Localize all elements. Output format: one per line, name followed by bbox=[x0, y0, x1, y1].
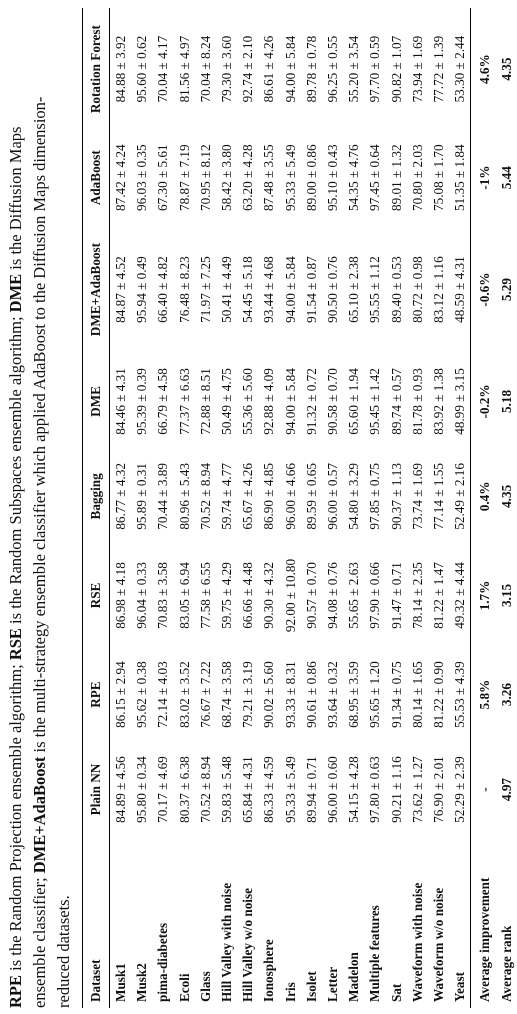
accuracy-cell: 90.37 ± 1.13 bbox=[388, 463, 404, 530]
accuracy-cell: 70.52 ± 8.94 bbox=[197, 756, 213, 823]
accuracy-cell: 53.30 ± 2.44 bbox=[449, 8, 471, 130]
caption-segment: is the Random Projection ensemble algorithm; bbox=[6, 660, 25, 975]
caption-segment: DME bbox=[6, 273, 25, 313]
accuracy-cell: 70.95 ± 8.12 bbox=[197, 144, 213, 211]
table-row bbox=[131, 8, 152, 1008]
accuracy-cell: 84.89 ± 4.56 bbox=[113, 756, 128, 823]
accuracy-cell: 55.36 ± 5.60 bbox=[240, 368, 256, 435]
dataset-name-cell: Iris bbox=[282, 982, 298, 1002]
accuracy-cell: 89.40 ± 0.53 bbox=[388, 256, 404, 323]
column-header: Bagging bbox=[83, 449, 110, 544]
dataset-name-cell: Letter bbox=[325, 966, 341, 1002]
accuracy-cell: 73.62 ± 1.27 bbox=[409, 756, 425, 823]
accuracy-cell: 79.30 ± 3.60 bbox=[219, 35, 235, 103]
caption-segment: is the multi-strategy ensemble classifier which applied AdaBoost to the Diffusion Maps dimension- bbox=[30, 96, 49, 757]
accuracy-cell: 95.39 ± 0.39 bbox=[134, 368, 150, 435]
dataset-name-cell: Sat bbox=[388, 983, 404, 1002]
accuracy-cell: 84.87 ± 4.52 bbox=[113, 256, 128, 323]
accuracy-cell: 70.52 ± 8.94 bbox=[197, 463, 213, 530]
accuracy-cell: 84.88 ± 3.92 bbox=[113, 35, 128, 103]
summary-value-cell: -1% bbox=[476, 165, 492, 190]
accuracy-cell: 80.72 ± 0.98 bbox=[409, 256, 425, 323]
column-header: AdaBoost bbox=[83, 130, 110, 225]
dataset-name-cell: pima-diabetes bbox=[155, 922, 171, 1002]
accuracy-cell: 95.45 ± 1.42 bbox=[367, 368, 383, 435]
accuracy-cell: 65.84 ± 4.31 bbox=[240, 756, 256, 823]
accuracy-cell: 95.55 ± 1.12 bbox=[367, 256, 383, 323]
accuracy-cell: 75.08 ± 1.70 bbox=[431, 144, 447, 211]
summary-value-cell: 4.35 bbox=[498, 484, 514, 508]
table-header bbox=[83, 8, 110, 1008]
caption-segment: ensemble classifier; bbox=[30, 873, 49, 1008]
table-row bbox=[343, 8, 364, 1008]
accuracy-cell: 95.33 ± 5.49 bbox=[282, 144, 298, 211]
table-row bbox=[110, 8, 132, 1008]
accuracy-cell: 89.94 ± 0.71 bbox=[303, 756, 319, 823]
accuracy-cell: 80.14 ± 1.65 bbox=[409, 661, 425, 728]
header-row bbox=[83, 8, 110, 1008]
accuracy-cell: 81.78 ± 0.93 bbox=[409, 368, 425, 435]
caption-segment: is the Random Subspaces ensemble algorithm; bbox=[6, 312, 25, 629]
accuracy-cell: 90.57 ± 0.70 bbox=[303, 562, 319, 629]
accuracy-cell: 81.56 ± 4.97 bbox=[176, 35, 192, 103]
column-header: DME+AdaBoost bbox=[83, 225, 110, 354]
accuracy-cell: 91.34 ± 0.75 bbox=[388, 661, 404, 728]
accuracy-cell: 90.82 ± 1.07 bbox=[388, 35, 404, 103]
accuracy-cell: 63.20 ± 4.28 bbox=[240, 144, 256, 211]
summary-row bbox=[495, 8, 517, 1008]
accuracy-cell: 50.49 ± 4.75 bbox=[219, 368, 235, 435]
accuracy-cell: 94.00 ± 5.84 bbox=[282, 256, 298, 323]
accuracy-cell: 97.85 ± 0.75 bbox=[367, 463, 383, 530]
accuracy-cell: 94.00 ± 5.84 bbox=[282, 35, 298, 103]
accuracy-cell: 83.05 ± 6.94 bbox=[176, 562, 192, 629]
accuracy-cell: 97.70 ± 0.59 bbox=[367, 35, 383, 103]
accuracy-cell: 83.02 ± 3.52 bbox=[176, 661, 192, 728]
accuracy-cell: 83.92 ± 1.38 bbox=[431, 368, 447, 435]
table-row bbox=[428, 8, 449, 1008]
dataset-name-cell: Waveform with noise bbox=[409, 882, 425, 1002]
column-header: RPE bbox=[83, 647, 110, 742]
summary-value-cell: 4.97 bbox=[498, 777, 514, 802]
summary-value-cell: 3.15 bbox=[498, 583, 514, 608]
summary-value-cell: 0.4% bbox=[476, 481, 492, 512]
column-header: DME bbox=[83, 354, 110, 449]
table-row bbox=[407, 8, 428, 1008]
accuracy-cell: 77.58 ± 6.55 bbox=[197, 562, 213, 629]
accuracy-cell: 70.44 ± 3.89 bbox=[155, 463, 171, 530]
accuracy-cell: 49.32 ± 4.44 bbox=[449, 544, 471, 647]
accuracy-cell: 83.12 ± 1.16 bbox=[431, 256, 447, 323]
caption-segment: is the Diffusion Maps bbox=[6, 126, 25, 274]
accuracy-cell: 92.88 ± 4.09 bbox=[261, 368, 277, 435]
dataset-name-cell: Hill Valley w/o noise bbox=[240, 888, 256, 1002]
accuracy-cell: 70.83 ± 3.58 bbox=[155, 562, 171, 629]
accuracy-cell: 76.48 ± 8.23 bbox=[176, 256, 192, 323]
dataset-name-cell: Ionosphere bbox=[261, 939, 277, 1002]
summary-label-cell: Average improvement bbox=[476, 877, 492, 1002]
accuracy-cell: 95.89 ± 0.31 bbox=[134, 463, 150, 530]
accuracy-cell: 55.20 ± 3.54 bbox=[346, 35, 362, 103]
dataset-name-cell: Musk1 bbox=[113, 963, 128, 1002]
summary-value-cell: 4.6% bbox=[476, 54, 492, 84]
accuracy-cell: 90.02 ± 5.60 bbox=[261, 661, 277, 728]
table-row bbox=[449, 8, 471, 1008]
accuracy-cell: 72.14 ± 4.03 bbox=[155, 661, 171, 728]
accuracy-cell: 77.14 ± 1.55 bbox=[431, 463, 447, 530]
accuracy-cell: 84.46 ± 4.31 bbox=[113, 368, 128, 435]
accuracy-cell: 90.50 ± 0.76 bbox=[325, 256, 341, 323]
accuracy-cell: 59.83 ± 5.48 bbox=[219, 756, 235, 823]
summary-value-cell: -0.6% bbox=[476, 272, 492, 307]
accuracy-cell: 86.61 ± 4.26 bbox=[261, 35, 277, 103]
accuracy-cell: 86.98 ± 4.18 bbox=[113, 562, 128, 629]
accuracy-cell: 89.00 ± 0.86 bbox=[303, 144, 319, 211]
accuracy-cell: 52.49 ± 2.16 bbox=[449, 449, 471, 544]
accuracy-cell: 90.58 ± 0.70 bbox=[325, 368, 341, 435]
accuracy-cell: 80.37 ± 6.38 bbox=[176, 756, 192, 823]
accuracy-cell: 97.45 ± 0.64 bbox=[367, 144, 383, 211]
dataset-name-cell: Hill Valley with noise bbox=[219, 882, 235, 1002]
dataset-name-cell: Glass bbox=[197, 971, 213, 1002]
table-row bbox=[152, 8, 173, 1008]
accuracy-cell: 86.90 ± 4.85 bbox=[261, 463, 277, 530]
summary-value-cell: 3.26 bbox=[498, 683, 514, 707]
accuracy-cell: 59.75 ± 4.29 bbox=[219, 562, 235, 629]
accuracy-cell: 96.04 ± 0.33 bbox=[134, 562, 150, 629]
summary-value-cell: 5.18 bbox=[498, 389, 514, 413]
table-row bbox=[364, 8, 385, 1008]
accuracy-cell: 54.80 ± 3.29 bbox=[346, 463, 362, 530]
accuracy-cell: 79.21 ± 3.19 bbox=[240, 661, 256, 728]
accuracy-cell: 90.21 ± 1.16 bbox=[388, 756, 404, 823]
accuracy-cell: 86.33 ± 4.59 bbox=[261, 756, 277, 823]
table-body bbox=[110, 8, 471, 1008]
accuracy-cell: 76.90 ± 2.01 bbox=[431, 756, 447, 823]
accuracy-cell: 55.65 ± 2.63 bbox=[346, 562, 362, 629]
summary-value-cell: 4.35 bbox=[498, 57, 514, 81]
dataset-name-cell: Ecoli bbox=[176, 973, 192, 1002]
table-row bbox=[237, 8, 258, 1008]
accuracy-cell: 89.78 ± 0.78 bbox=[303, 35, 319, 103]
summary-value-cell: -0.2% bbox=[476, 384, 492, 419]
accuracy-cell: 95.80 ± 0.34 bbox=[134, 756, 150, 823]
table-caption bbox=[4, 8, 76, 1008]
accuracy-cell: 54.15 ± 4.28 bbox=[346, 756, 362, 823]
accuracy-cell: 96.03 ± 0.35 bbox=[134, 144, 150, 211]
dataset-name-cell: Waveform w/o noise bbox=[431, 887, 447, 1002]
accuracy-cell: 90.30 ± 4.32 bbox=[261, 562, 277, 629]
summary-value-cell: 1.7% bbox=[476, 580, 492, 611]
caption-segment: RSE bbox=[6, 628, 25, 661]
accuracy-cell: 59.74 ± 4.77 bbox=[219, 463, 235, 530]
summary-label-cell: Average rank bbox=[498, 925, 514, 1002]
accuracy-cell: 78.87 ± 7.19 bbox=[176, 144, 192, 211]
accuracy-cell: 48.99 ± 3.15 bbox=[449, 354, 471, 449]
caption-segment: RPE bbox=[6, 975, 25, 1008]
accuracy-cell: 95.94 ± 0.49 bbox=[134, 256, 150, 323]
accuracy-cell: 95.33 ± 5.49 bbox=[282, 756, 298, 823]
accuracy-cell: 96.00 ± 0.60 bbox=[325, 756, 341, 823]
accuracy-cell: 54.35 ± 4.76 bbox=[346, 144, 362, 211]
accuracy-cell: 51.35 ± 1.84 bbox=[449, 130, 471, 225]
dataset-name-cell: Multiple features bbox=[367, 905, 383, 1002]
summary-value-cell: 5.44 bbox=[498, 166, 514, 190]
accuracy-cell: 48.59 ± 4.31 bbox=[449, 225, 471, 354]
accuracy-cell: 90.61 ± 0.86 bbox=[303, 661, 319, 728]
accuracy-cell: 55.53 ± 4.39 bbox=[449, 647, 471, 742]
accuracy-cell: 93.64 ± 0.32 bbox=[325, 661, 341, 728]
column-header: RSE bbox=[83, 544, 110, 647]
accuracy-cell: 95.10 ± 0.43 bbox=[325, 144, 341, 211]
accuracy-cell: 96.00 ± 4.66 bbox=[282, 463, 298, 530]
accuracy-cell: 89.74 ± 0.57 bbox=[388, 368, 404, 435]
accuracy-cell: 50.41 ± 4.49 bbox=[219, 256, 235, 323]
accuracy-cell: 92.74 ± 2.10 bbox=[240, 35, 256, 103]
results-table bbox=[82, 8, 517, 1008]
dataset-name-cell: Yeast bbox=[449, 837, 471, 1008]
accuracy-cell: 95.60 ± 0.62 bbox=[134, 35, 150, 103]
accuracy-cell: 66.66 ± 4.48 bbox=[240, 562, 256, 629]
accuracy-cell: 78.14 ± 2.35 bbox=[409, 562, 425, 629]
accuracy-cell: 94.00 ± 5.84 bbox=[282, 368, 298, 435]
accuracy-cell: 91.32 ± 0.72 bbox=[303, 368, 319, 435]
column-header-dataset: Dataset bbox=[83, 837, 110, 1008]
accuracy-cell: 52.29 ± 2.39 bbox=[449, 742, 471, 837]
table-row bbox=[386, 8, 407, 1008]
accuracy-cell: 65.60 ± 1.94 bbox=[346, 368, 362, 435]
accuracy-cell: 77.37 ± 6.63 bbox=[176, 368, 192, 435]
table-row bbox=[174, 8, 195, 1008]
accuracy-cell: 91.47 ± 0.71 bbox=[388, 562, 404, 629]
accuracy-cell: 76.67 ± 7.22 bbox=[197, 661, 213, 728]
accuracy-cell: 65.10 ± 2.38 bbox=[346, 256, 362, 323]
accuracy-cell: 87.48 ± 3.55 bbox=[261, 144, 277, 211]
accuracy-cell: 54.45 ± 5.18 bbox=[240, 256, 256, 323]
accuracy-cell: 77.72 ± 1.39 bbox=[431, 35, 447, 103]
accuracy-cell: 92.00 ± 10.80 bbox=[282, 558, 298, 633]
accuracy-cell: 72.88 ± 8.51 bbox=[197, 368, 213, 435]
accuracy-cell: 81.22 ± 0.90 bbox=[431, 661, 447, 728]
summary-value-cell: 5.29 bbox=[498, 278, 514, 302]
accuracy-cell: 70.80 ± 2.03 bbox=[409, 144, 425, 211]
accuracy-cell: 89.59 ± 0.65 bbox=[303, 463, 319, 530]
dataset-name-cell: Madelon bbox=[346, 952, 362, 1002]
table-row bbox=[301, 8, 322, 1008]
table-summary bbox=[471, 8, 517, 1008]
table-row bbox=[216, 8, 237, 1008]
table-row bbox=[322, 8, 343, 1008]
table-row bbox=[258, 8, 279, 1008]
accuracy-cell: 89.01 ± 1.32 bbox=[388, 144, 404, 211]
column-header: Plain NN bbox=[83, 742, 110, 837]
accuracy-cell: 93.44 ± 4.68 bbox=[261, 256, 277, 323]
accuracy-cell: 97.80 ± 0.63 bbox=[367, 756, 383, 823]
table-row bbox=[280, 8, 301, 1008]
column-header: Rotation Forest bbox=[83, 8, 110, 130]
accuracy-cell: 65.67 ± 4.26 bbox=[240, 463, 256, 530]
accuracy-cell: 96.25 ± 0.55 bbox=[325, 35, 341, 103]
accuracy-cell: 81.22 ± 1.47 bbox=[431, 562, 447, 629]
accuracy-cell: 73.94 ± 1.69 bbox=[409, 35, 425, 103]
accuracy-cell: 97.90 ± 0.66 bbox=[367, 562, 383, 629]
dataset-name-cell: Musk2 bbox=[134, 963, 150, 1002]
accuracy-cell: 68.95 ± 3.59 bbox=[346, 661, 362, 728]
accuracy-cell: 68.74 ± 3.58 bbox=[219, 661, 235, 728]
summary-row bbox=[471, 8, 496, 1008]
accuracy-cell: 70.17 ± 4.69 bbox=[155, 756, 171, 823]
accuracy-cell: 86.77 ± 4.32 bbox=[113, 463, 128, 530]
accuracy-cell: 91.54 ± 0.87 bbox=[303, 256, 319, 323]
dataset-name-cell: Isolet bbox=[303, 971, 319, 1002]
caption-segment: reduced datasets. bbox=[54, 895, 73, 1008]
accuracy-cell: 66.79 ± 4.58 bbox=[155, 368, 171, 435]
accuracy-cell: 96.00 ± 0.57 bbox=[325, 463, 341, 530]
accuracy-cell: 67.30 ± 5.61 bbox=[155, 144, 171, 211]
accuracy-cell: 66.40 ± 4.82 bbox=[155, 256, 171, 323]
accuracy-cell: 70.04 ± 8.24 bbox=[197, 35, 213, 103]
accuracy-cell: 94.08 ± 0.76 bbox=[325, 562, 341, 629]
accuracy-cell: 87.42 ± 4.24 bbox=[113, 144, 128, 211]
accuracy-cell: 58.42 ± 3.80 bbox=[219, 144, 235, 211]
summary-value-cell: - bbox=[476, 787, 492, 792]
accuracy-cell: 71.97 ± 7.25 bbox=[197, 256, 213, 323]
accuracy-cell: 73.74 ± 1.69 bbox=[409, 463, 425, 530]
accuracy-cell: 70.04 ± 4.17 bbox=[155, 35, 171, 103]
table-row bbox=[195, 8, 216, 1008]
accuracy-cell: 95.62 ± 0.38 bbox=[134, 661, 150, 728]
accuracy-cell: 80.96 ± 5.43 bbox=[176, 463, 192, 530]
accuracy-cell: 95.65 ± 1.20 bbox=[367, 661, 383, 728]
accuracy-cell: 93.33 ± 8.31 bbox=[282, 661, 298, 728]
summary-value-cell: 5.8% bbox=[476, 679, 492, 710]
caption-segment: DME+AdaBoost bbox=[30, 756, 49, 874]
accuracy-cell: 86.15 ± 2.94 bbox=[113, 661, 128, 728]
